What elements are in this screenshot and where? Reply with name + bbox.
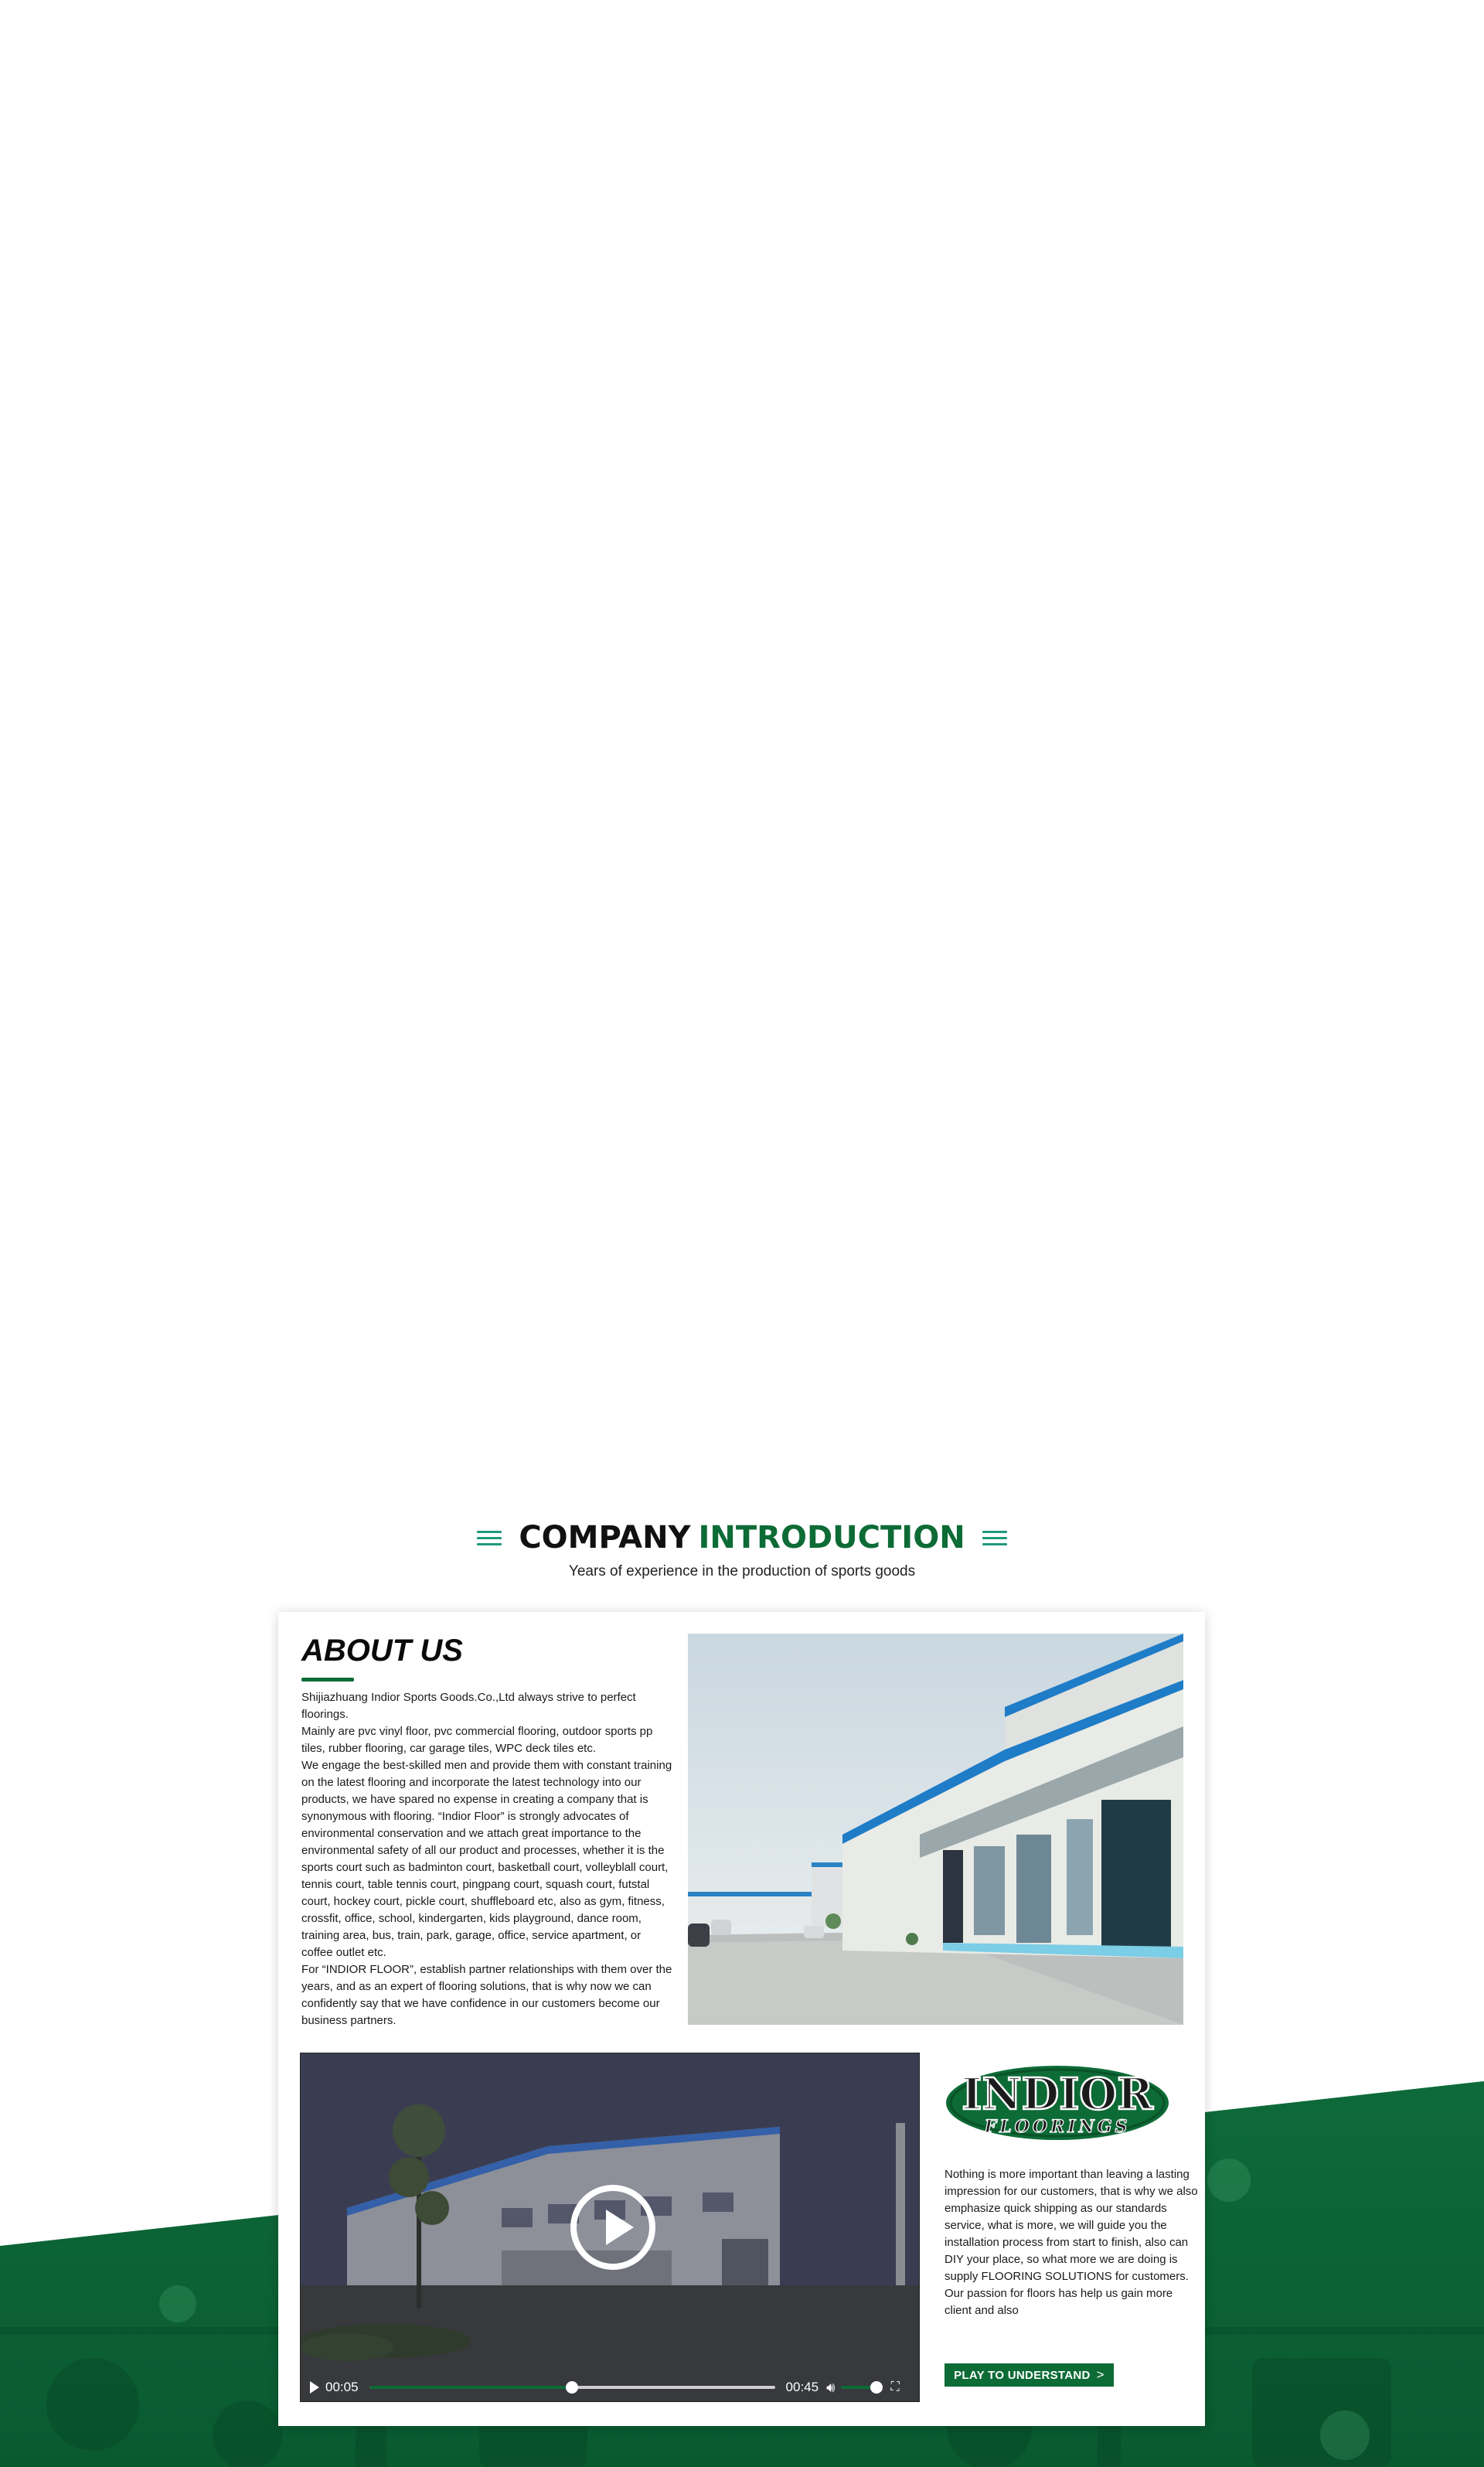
- section-subtitle: Years of experience in the production of sports goods: [568, 1563, 916, 1579]
- volume-handle[interactable]: [870, 2381, 883, 2394]
- side-text: [945, 2166, 1200, 2319]
- about-heading: ABOUT US: [301, 1634, 463, 1668]
- play-circle-icon[interactable]: [570, 2185, 655, 2270]
- play-to-understand-label: PLAY TO UNDERSTAND: [954, 2368, 1091, 2382]
- side-paragraph: Our passion for floors has help us gain more client and also: [945, 2287, 1173, 2317]
- play-icon[interactable]: [310, 2381, 319, 2394]
- section-title-green: INTRODUCTION: [698, 1520, 965, 1556]
- company-intro-card: [278, 1612, 1205, 2426]
- triple-line-icon: [477, 1531, 502, 1545]
- triple-line-icon: [982, 1531, 1007, 1545]
- factory-photo: [688, 1634, 1183, 2025]
- logo-sub-text: FLOORINGS: [984, 2117, 1131, 2137]
- volume-icon[interactable]: 🔊︎: [826, 2379, 836, 2395]
- video-controls: [301, 2373, 919, 2401]
- section-title-dark: COMPANY: [519, 1520, 691, 1556]
- fullscreen-icon[interactable]: ⛶: [890, 2380, 900, 2394]
- section-title-row: [0, 1517, 1484, 1559]
- play-to-understand-button[interactable]: [945, 2363, 1114, 2387]
- volume-slider[interactable]: [841, 2386, 875, 2389]
- video-progress-bar[interactable]: [369, 2386, 775, 2389]
- chevron-right-icon: >: [1096, 2367, 1104, 2382]
- indior-logo: [945, 2064, 1170, 2142]
- section-header: [0, 1517, 1484, 1580]
- section-title: [519, 1517, 965, 1559]
- video-progress-handle[interactable]: [566, 2381, 578, 2394]
- about-paragraph: Mainly are pvc vinyl floor, pvc commercial flooring, outdoor sports pp tiles, rubber flooring, car garage tiles, WPC deck tiles etc.: [301, 1725, 653, 1755]
- about-paragraph: We engage the best-skilled men and provide them with constant training on the latest flooring and incorporate the latest technology into our products, we have spared no expense in creating a company that is synonymous with flooring. “Indior Floor” is strongly advocates of environmental conservation and we attach great importance to the environmental safety of all our product and processes, whether it is the sports court such as badminton court, basketball court, volleyblall court, tennis court, table tennis court, pingpang court, squash court, futstal court, hockey court, pickle court, shuffleboard etc, also as gym, fitness, crossfit, office, school, kindergarten, kids playground, dance room, training area, bus, train, park, garage, office, service apartment, or coffee outlet etc.: [301, 1759, 672, 1959]
- about-paragraph: Shijiazhuang Indior Sports Goods.Co.,Ltd always strive to perfect floorings.: [301, 1691, 636, 1721]
- about-underline: [301, 1678, 354, 1682]
- company-video-player[interactable]: [300, 2053, 920, 2402]
- about-text: [301, 1689, 672, 2029]
- video-progress-fill: [369, 2386, 573, 2389]
- factory-illustration: [688, 1634, 1183, 2025]
- about-paragraph: For “INDIOR FLOOR”, establish partner relationships with them over the years, and as an expert of flooring solutions, that is why now we can confidently say that we have confidence in our customers become our business partners.: [301, 1963, 672, 2027]
- logo-graphic: [945, 2064, 1170, 2142]
- video-duration: 00:45: [785, 2380, 819, 2394]
- side-paragraph: Nothing is more important than leaving a lasting impression for our customers, that is why we also emphasize quick shipping as our standards service, what is more, we will guide you the installation process from start to finish, also can DIY your place, so what more we are doing is supply FLOORING SOLUTIONS for customers.: [945, 2168, 1198, 2283]
- logo-main-text: INDIOR: [962, 2069, 1153, 2120]
- video-current-time: 00:05: [325, 2380, 359, 2394]
